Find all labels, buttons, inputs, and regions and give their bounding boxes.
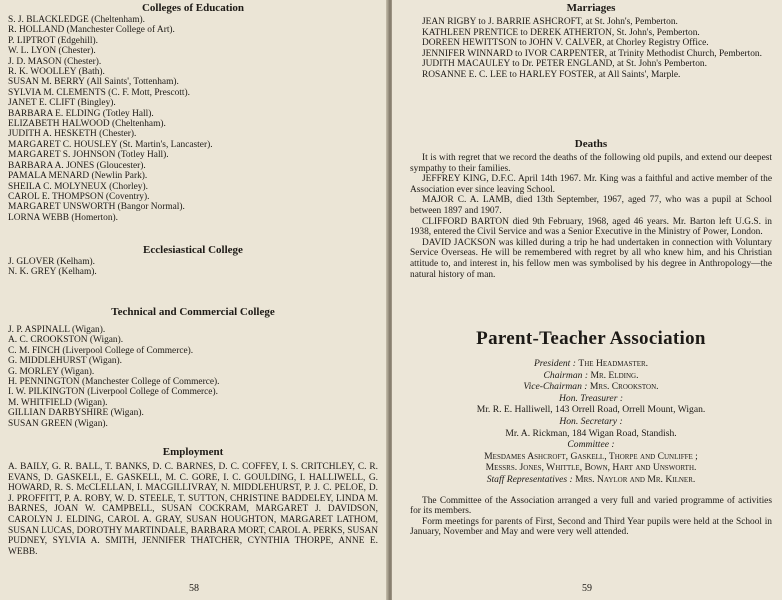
treasurer-label: Hon. Treasurer :	[558, 392, 624, 404]
pta-paragraph: The Committee of the Association arranged a very full and varied programme of activities for its members.	[410, 495, 772, 517]
page-number: 59	[582, 583, 592, 594]
name-list	[8, 325, 378, 429]
secretary-value: Mr. A. Rickman, 184 Wigan Road, Standish.	[505, 427, 677, 439]
marriage-entry: KATHLEEN PRENTICE to DEREK ATHERTON, St. John's, Pemberton.	[422, 27, 700, 38]
list-item: MARGARET S. JOHNSON (Totley Hall).	[8, 150, 169, 161]
name-list	[8, 15, 378, 223]
list-item: PAMALA MENARD (Newlin Park).	[8, 171, 148, 182]
list-item: M. WHITFIELD (Wigan).	[8, 397, 108, 408]
section-heading: Technical and Commercial College	[111, 306, 275, 318]
list-item: G. MORLEY (Wigan).	[8, 366, 95, 377]
list-item: SUSAN GREEN (Wigan).	[8, 418, 108, 429]
death-entry: CLIFFORD BARTON died 9th February, 1968, aged 46 years. Mr. Barton left U.G.S. in 1938, entered the Civil Service and was a Senior Executive in the Ministry of Power, London.	[410, 216, 772, 238]
committee-label: Committee :	[567, 439, 615, 451]
marriage-list	[410, 17, 772, 81]
list-item: S. J. BLACKLEDGE (Cheltenham).	[8, 15, 145, 25]
name-list	[8, 257, 378, 278]
pta-officers	[410, 358, 772, 486]
list-item: G. MIDDLEHURST (Wigan).	[8, 356, 123, 367]
vice-chairman-line: Vice-Chairman : Mrs. Crookston.	[523, 381, 659, 393]
list-item: J. P. ASPINALL (Wigan).	[8, 325, 106, 335]
pta-title: Parent-Teacher Association	[476, 328, 706, 349]
list-item: R. HOLLAND (Manchester College of Art).	[8, 25, 175, 36]
list-item: H. PENNINGTON (Manchester College of Commerce).	[8, 377, 220, 388]
staff-line: Staff Representatives : Mrs. Naylor and Mr. Kilner.	[486, 473, 696, 485]
list-item: J. D. MASON (Chester).	[8, 56, 102, 67]
technical-college-section	[8, 306, 378, 429]
list-item: SUSAN M. BERRY (All Saints', Tottenham).	[8, 77, 179, 88]
death-entry: JEFFREY KING, D.F.C. April 14th 1967. Mr. King was a faithful and active member of the Association ever since leaving School.	[410, 174, 772, 195]
list-item: P. LIPTROT (Edgehill).	[8, 35, 98, 46]
right-page	[392, 0, 782, 600]
death-entry: DAVID JACKSON was killed during a trip he had undertaken in connection with Voluntary Service Overseas. He will be remembered with regret by all who knew him, and his Christian attitude to, and interest in, his fellow men was symbolised by his degree in Anthropology—the natural history of man.	[410, 237, 772, 280]
list-item: N. K. GREY (Kelham).	[8, 267, 97, 278]
secretary-label: Hon. Secretary :	[559, 415, 623, 427]
marriage-entry: JEAN RIGBY to J. BARRIE ASHCROFT, at St. John's, Pemberton.	[422, 17, 678, 27]
pta-paragraphs	[410, 496, 772, 538]
committee-line-1: Mesdames Ashcroft, Gaskell, Thorpe and Cunliffe ;	[484, 450, 698, 462]
list-item: MARGARET C. HOUSLEY (St. Martin's, Lancaster).	[8, 139, 213, 150]
list-item: A. C. CROOKSTON (Wigan).	[8, 335, 124, 346]
death-list	[410, 153, 772, 280]
list-item: BARBARA E. ELDING (Totley Hall).	[8, 108, 154, 119]
treasurer-value: Mr. R. E. Halliwell, 143 Orrell Road, Orrell Mount, Wigan.	[476, 404, 706, 416]
list-item: MARGARET UNSWORTH (Bangor Normal).	[8, 202, 185, 213]
list-item: CAROL E. THOMPSON (Coventry).	[8, 191, 150, 202]
left-page	[0, 0, 388, 600]
list-item: W. L. LYON (Chester).	[8, 46, 96, 57]
marriage-entry: JUDITH MACAULEY to Dr. PETER ENGLAND, at St. John's Pemberton.	[422, 59, 707, 70]
marriage-entry: JENNIFER WINNARD to IVOR CARPENTER, at Trinity Methodist Church, Pemberton.	[422, 48, 762, 59]
list-item: GILLIAN DARBYSHIRE (Wigan).	[8, 408, 144, 419]
section-heading: Ecclesiastical College	[143, 244, 243, 256]
list-item: R. K. WOOLLEY (Bath).	[8, 67, 105, 78]
page-number: 58	[189, 583, 199, 594]
marriage-entry: DOREEN HEWITTSON to JOHN V. CALVER, at Chorley Registry Office.	[422, 38, 709, 49]
employment-section	[8, 446, 378, 557]
death-entry: It is with regret that we record the deaths of the following old pupils, and extend our deepest sympathy to their families.	[410, 153, 772, 174]
list-item: SHEILA C. MOLYNEUX (Chorley).	[8, 181, 148, 192]
section-heading: Marriages	[566, 2, 616, 14]
list-item: ELIZABETH HALWOOD (Cheltenham).	[8, 119, 166, 130]
list-item: C. M. FINCH (Liverpool College of Commerce).	[8, 345, 194, 356]
deaths-section	[410, 138, 772, 280]
pta-section	[410, 328, 772, 538]
list-item: JUDITH A. HESKETH (Chester).	[8, 129, 137, 140]
list-item: I. W. PILKINGTON (Liverpool College of Commerce).	[8, 387, 218, 398]
section-heading: Deaths	[574, 138, 608, 150]
section-heading: Colleges of Education	[141, 2, 245, 14]
president-line: President : The Headmaster.	[533, 358, 649, 369]
list-item: JANET E. CLIFT (Bingley).	[8, 98, 116, 109]
list-item: SYLVIA M. CLEMENTS (C. F. Mott, Prescott).	[8, 87, 190, 98]
colleges-of-education-section	[8, 2, 378, 223]
list-item: LORNA WEBB (Homerton).	[8, 212, 118, 223]
list-item: J. GLOVER (Kelham).	[8, 257, 95, 267]
section-heading: Employment	[162, 446, 224, 458]
chairman-line: Chairman : Mr. Elding.	[543, 369, 639, 381]
list-item: BARBARA A. JONES (Gloucester).	[8, 160, 146, 171]
ecclesiastical-college-section	[8, 244, 378, 278]
marriages-section	[410, 2, 772, 81]
pta-paragraph: Form meetings for parents of First, Second and Third Year pupils were held at the School in January, November and May and were very well attended.	[410, 516, 772, 538]
marriage-entry: ROSANNE E. C. LEE to HARLEY FOSTER, at All Saints', Marple.	[422, 69, 681, 80]
death-entry: MAJOR C. A. LAMB, died 13th September, 1967, aged 77, who was a pupil at School between 1897 and 1907.	[410, 195, 772, 216]
employment-names: A. BAILY, G. R. BALL, T. BANKS, D. C. BARNES, D. C. COFFEY, I. S. CRITCHLEY, C. R. EVANS, D. GASKELL, E. GASKELL, M. C. GORE, I. C. GOULDING, I. HALLIWELL, G. HOWARD, R. S. McCLELLAN, I. MACGILLIVRAY, N. MIDDLEHURST, P. J. C. PELOE, D. J. PROFFITT, P. A. ROBY, W. D. STEELE, T. SUTTON, CHRISTINE BADDELEY, LINDA M. BARNES, JOAN W. CAMPBELL, SUSAN COCKRAM, MARGARET J. DAVIDSON, CAROLYN J. ELDING, CAROL A. GRAY, SUSAN HOUGHTON, MARGARET LATHOM, SUSAN LUCAS, DOROTHY MARTINDALE, BARBARA MORT, CAROL A. PERKS, SUSAN PUDNEY, SYLVIA A. SMITH, JENNIFER THATCHER, CYNTHIA THORPE, ANNE E. WEBB.	[8, 462, 378, 557]
committee-line-2: Messrs. Jones, Whittle, Bown, Hart and Unsworth.	[485, 462, 697, 474]
